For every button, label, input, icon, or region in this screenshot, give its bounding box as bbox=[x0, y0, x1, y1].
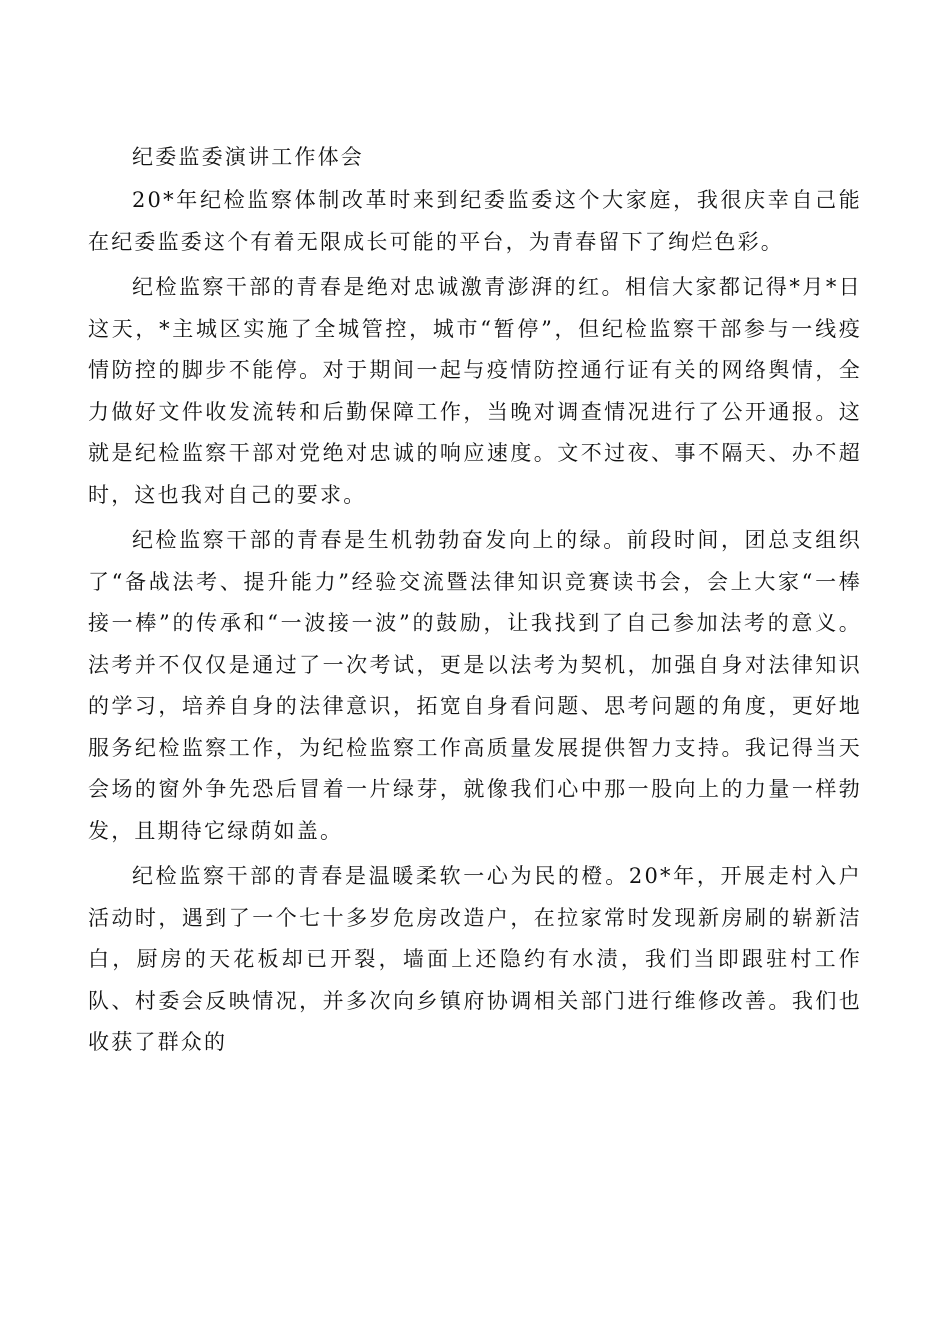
document-title: 纪委监委演讲工作体会 bbox=[132, 145, 364, 169]
paragraph-green: 纪检监察干部的青春是生机勃勃奋发向上的绿。前段时间，团总支组织了“备战法考、提升能力”经验交流暨法律知识竞赛读书会，会上大家“一棒接一棒”的传承和“一波接一波”的鼓励，让我找到了自己参加法考的意义。法考并不仅仅是通过了一次考试，更是以法考为契机，加强自身对法律知识的学习，培养自身的法律意识，拓宽自身看问题、思考问题的角度，更好地服务纪检监察工作，为纪检监察工作高质量发展提供智力支持。我记得当天会场的窗外争先恐后冒着一片绿芽，就像我们心中那一股向上的力量一样勃发，且期待它绿荫如盖。 bbox=[88, 528, 862, 843]
paragraph-orange: 纪检监察干部的青春是温暖柔软一心为民的橙。20*年，开展走村入户活动时，遇到了一个七十多岁危房改造户，在拉家常时发现新房刷的崭新洁白，厨房的天花板却已开裂，墙面上还隐约有水渍，我们当即跟驻村工作队、村委会反映情况，并多次向乡镇府协调相关部门进行维修改善。我们也收获了群众的 bbox=[88, 864, 862, 1054]
paragraph-intro: 20*年纪检监察体制改革时来到纪委监委这个大家庭，我很庆幸自己能在纪委监委这个有着无限成长可能的平台，为青春留下了绚烂色彩。 bbox=[88, 188, 862, 254]
document-page bbox=[88, 138, 862, 1068]
paragraph-red: 纪检监察干部的青春是绝对忠诚激青澎湃的红。相信大家都记得*月*日这天，*主城区实施了全城管控，城市“暂停”，但纪检监察干部参与一线疫情防控的脚步不能停。对于期间一起与疫情防控通行证有关的网络舆情，全力做好文件收发流转和后勤保障工作，当晚对调查情况进行了公开通报。这就是纪检监察干部对党绝对忠诚的响应速度。文不过夜、事不隔天、办不超时，这也我对自己的要求。 bbox=[88, 275, 862, 507]
